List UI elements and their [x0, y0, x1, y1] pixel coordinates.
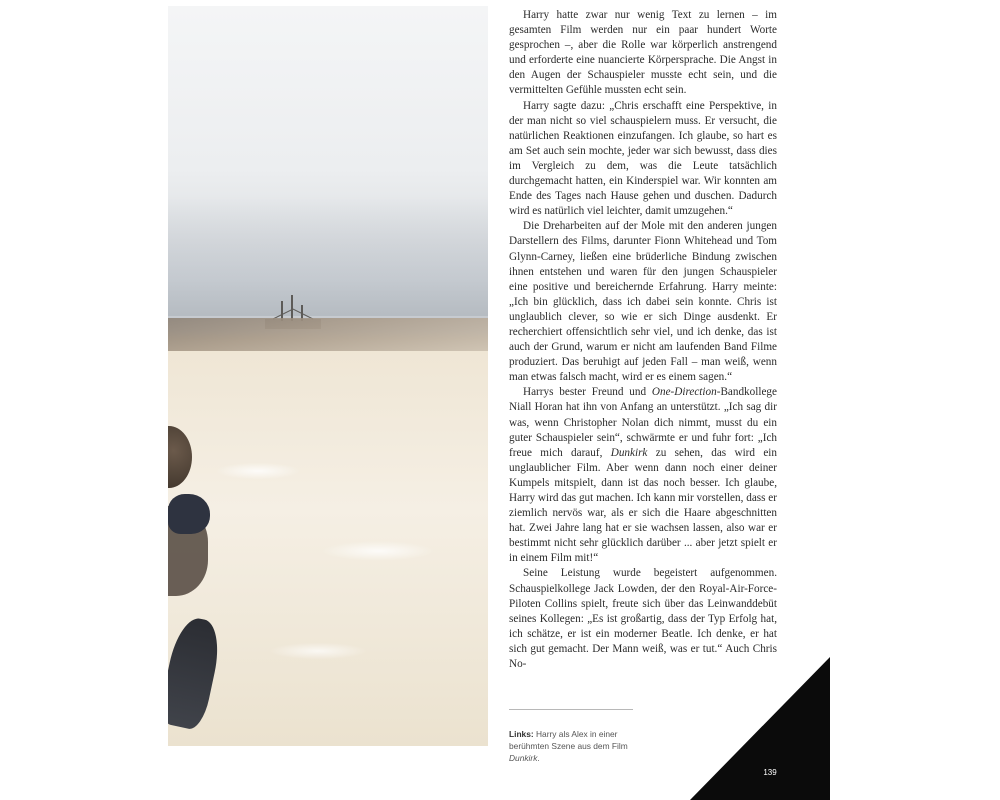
photo-sky-haze [168, 196, 488, 316]
paragraph-4 [509, 385, 777, 566]
caption-film-title: Dunkirk [509, 753, 538, 764]
body-text-column [509, 8, 777, 672]
film-title: Dunkirk [610, 446, 648, 459]
page-number: 139 [763, 768, 777, 777]
caption-text-b: . [537, 753, 540, 764]
paragraph-2: Harry sagte dazu: „Chris erschafft eine Perspektive, in der man nicht so viel schauspielern muss. Er versucht, die natürlichen Reaktionen einzufangen. Ich glaube, so hart es am Set auch sein mochte, jeder war sich bewusst, dass dies im Vergleich zu dem, was die Leute tatsächlich durchgemacht hatten, ein Kinderspiel war. Wir konnten am Ende des Tages nach Hause gehen und duschen. Dadurch wird es natürlich viel leichter, damit umzugehen.“ [509, 99, 777, 218]
caption-divider [509, 709, 633, 710]
paragraph-3: Die Dreharbeiten auf der Mole mit den anderen jungen Darstellern des Films, darunter Fionn Whitehead und Tom Glynn-Carney, ließen eine brüderliche Bindung zwischen ihnen entstehen und waren für den jungen Schauspieler eine positive und bereichernde Erfahrung. Harry meinte: „Ich bin glücklich, dass ich dabei sein konnte. Chris ist unglaublich clever, so wie er sich Dinge ausdenkt. Er recherchiert offensichtlich sehr viel, und ich denke, das ist auch der Grund, warum er nicht am laufenden Band Filme produziert. Das beruhigt auf jeden Fall – man weiß, wenn man etwas falsch macht, wird er es einem sagen.“ [509, 220, 777, 384]
photo-caption [509, 728, 659, 765]
caption-label: Links: [509, 729, 534, 739]
beach-photo [168, 6, 488, 746]
caption-text-a: Harry als Alex in einer berühmten Szene aus dem Film [509, 729, 628, 752]
band-name: One-Direction [651, 386, 717, 399]
paragraph-4-part-a: Harrys bester Freund und [523, 386, 652, 399]
photo-shoreline [168, 318, 488, 352]
paragraph-4-part-b: -Bandkollege Niall Horan hat ihn von Anfang an unterstützt. „Ich sag dir was, wenn Christopher Nolan dich nimmt, musst du ein guter Schauspieler sein“, schwärmte er und fuhr fort: „Ich freue mich darauf, [509, 386, 777, 459]
paragraph-5: Seine Leistung wurde begeistert aufgenommen. Schauspielkollege Jack Lowden, der den Royal-Air-Force-Piloten Collins spielt, freute sich über das Leinwanddebüt seines Kollegen: „Es ist großartig, dass der Typ Erfolg hat, ich schätze, er ist ein moderner Beatle. Ich denke, er hat sich gut gemacht. Der Mann weiß, was er tut.“ Auch Chris No- [509, 567, 777, 671]
photo-figure-hand [168, 494, 210, 534]
corner-triangle [690, 657, 830, 800]
paragraph-4-part-c: zu sehen, das wird ein unglaublicher Film. Aber wenn dann noch einer deiner Kumpels mitspielt, dann ist das noch besser. Ich glaube, Harry wird das gut machen. Ich kann mir vorstellen, dass er ziemlich nervös war, als er sich die Haare abgeschnitten hat. Zwei Jahre lang hat er sie wachsen lassen, also war er bestimmt nicht sehr glücklich darüber ... aber jetzt spielt er in einem Film mit!“ [509, 446, 778, 565]
photo-sea-foam [168, 351, 488, 746]
paragraph-1: Harry hatte zwar nur wenig Text zu lernen – im gesamten Film werden nur ein paar hundert Worte gesprochen –, aber die Rolle war körperlich anstrengend und erforderte eine nuancierte Körpersprache. Die Angst in den Augen der Schauspieler musste echt sein, und die vermittelten Gefühle mussten echt sein. [509, 9, 777, 97]
